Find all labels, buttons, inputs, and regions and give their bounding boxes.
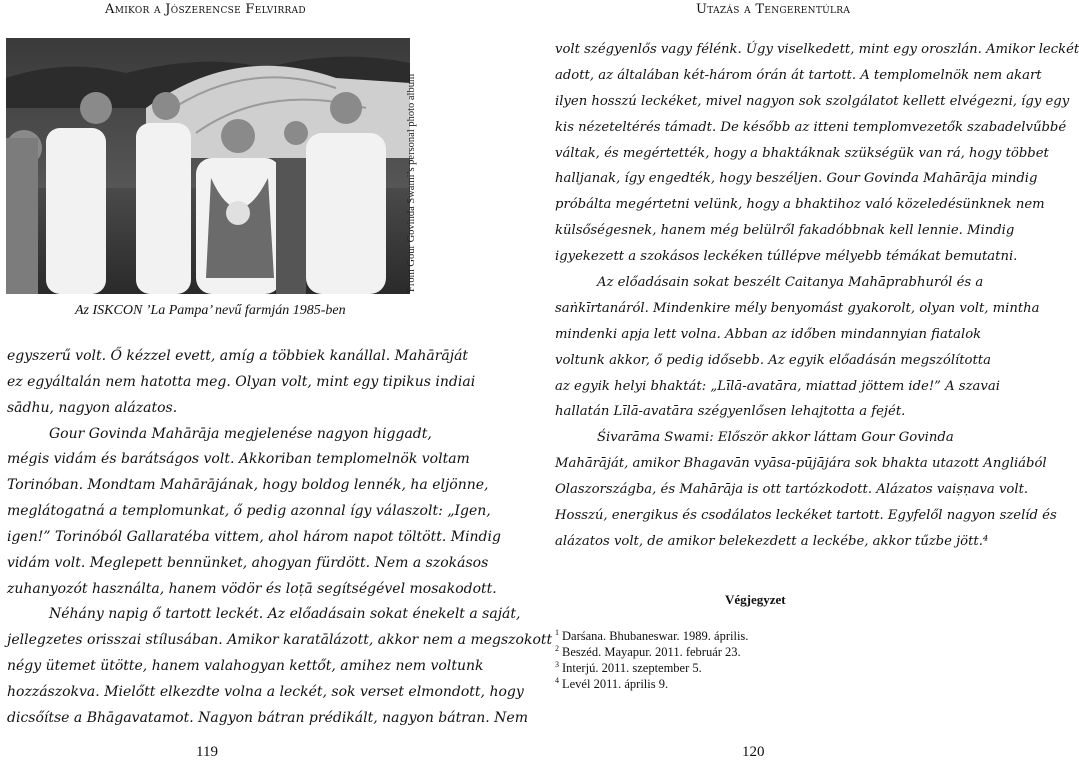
text-line: igyekezett a szokásos leckéken túllépve mélyebb témákat bemutatni. bbox=[555, 249, 1018, 265]
text-line: Mahārāját, amikor Bhagavān vyāsa-pūjājára sok bhakta utazott Angliából bbox=[555, 456, 1047, 472]
endnote-text: Beszéd. Mayapur. 2011. február 23. bbox=[562, 645, 741, 660]
text-line: ilyen hosszú leckéket, mivel nagyon sok szolgálatot kellett elvégezni, így egy bbox=[555, 93, 1070, 109]
text-line: Az előadásain sokat beszélt Caitanya Mahāprabhuról és a bbox=[597, 275, 984, 291]
endnote-item bbox=[555, 625, 749, 644]
text-line: Śivarāma Swami: Először akkor láttam Gour Govinda bbox=[597, 430, 954, 446]
endnote-text: Darśana. Bhubaneswar. 1989. április. bbox=[562, 629, 749, 644]
text-line: saṅkīrtanáról. Mindenkire mély benyomást gyakorolt, olyan volt, mintha bbox=[555, 300, 1040, 316]
left-body-text bbox=[7, 344, 553, 732]
endnote-text: Levél 2011. április 9. bbox=[562, 677, 669, 692]
text-line: vidám volt. Meglepett bennünket, ahogyan fürdött. Nem a szokásos bbox=[7, 554, 489, 571]
running-head-right: Utazás a Tengerentúlra bbox=[696, 2, 851, 17]
text-line: Néhány napig ő tartott leckét. Az előadásain sokat énekelt a saját, bbox=[49, 606, 521, 623]
text-line: Gour Govinda Mahārāja megjelenése nagyon higgadt, bbox=[49, 425, 432, 442]
text-line: kis nézeteltérés támadt. De később az itteni templomvezetők szabadelvűbbé bbox=[555, 119, 1067, 135]
text-line: hallatán Līlā-avatāra szégyenlősen lehajtotta a fejét. bbox=[555, 404, 906, 420]
text-line: volt szégyenlős vagy félénk. Úgy viselkedett, mint egy oroszlán. Amikor leckét bbox=[555, 42, 1079, 57]
text-line: sādhu, nagyon alázatos. bbox=[7, 399, 178, 416]
text-line: hozzászokva. Mielőtt elkezdte volna a leckét, sok verset elmondott, hogy bbox=[7, 683, 524, 700]
photo-credit: From Gour Govinda Swami’s personal photo album bbox=[406, 73, 417, 292]
text-line: voltunk akkor, ő pedig idősebb. Az egyik előadásán megszólította bbox=[555, 352, 991, 368]
photo-image bbox=[6, 38, 410, 294]
endnote-item bbox=[555, 641, 748, 660]
text-line: igen!” Torinóból Gallaratéba vittem, ahol három napot töltött. Mindig bbox=[7, 528, 501, 545]
running-head-left: Amikor a Jószerencse Felvirrad bbox=[105, 2, 306, 17]
endnote-number: 2 bbox=[555, 644, 559, 653]
page-number-right: 120 bbox=[742, 744, 765, 760]
text-line: dicsőítse a Bhāgavatamot. Nagyon bátran prédikált, nagyon bátran. Nem bbox=[7, 709, 528, 726]
endnotes-list bbox=[555, 625, 749, 692]
endnote-number: 1 bbox=[555, 628, 559, 637]
text-line: Hosszú, energikus és csodálatos leckéket tartott. Egyfelől nagyon szelíd és bbox=[555, 508, 1057, 524]
text-line: halljanak, így engedték, hogy beszéljen. Gour Govinda Mahārāja mindig bbox=[555, 171, 1038, 187]
text-line: mindenki apja lett volna. Abban az időben mindannyian fiatalok bbox=[555, 326, 982, 342]
text-line: alázatos volt, de amikor belekezdett a leckébe, akkor tűzbe jött.⁴ bbox=[555, 533, 989, 549]
text-line: egyszerű volt. Ő kézzel evett, amíg a többiek kanállal. Mahārāját bbox=[7, 348, 469, 364]
photo-caption: Az ISKCON ’La Pampa’ nevű farmján 1985-ben bbox=[75, 303, 346, 318]
text-line: próbálta megértetni velünk, hogy a bhaktihoz való közeledésünknek nem bbox=[555, 197, 1045, 213]
endnote-item bbox=[555, 673, 748, 692]
endnote-item bbox=[555, 657, 748, 676]
endnote-text: Interjú. 2011. szeptember 5. bbox=[562, 661, 702, 676]
endnote-number: 4 bbox=[555, 676, 559, 685]
text-line: külsőségesnek, hanem még belülről fakadóbbnak kell lennie. Mindig bbox=[555, 223, 1015, 239]
text-line: az egyik helyi bhaktát: „Līlā-avatāra, miattad jöttem ide!” A szavai bbox=[555, 378, 1000, 394]
text-line: zuhanyozót használta, hanem vödör és loṭā segítségével mosakodott. bbox=[7, 580, 497, 597]
right-body-text bbox=[555, 37, 1079, 555]
text-line: Olaszországba, és Mahārāja is ott tartózkodott. Alázatos vaiṣṇava volt. bbox=[555, 482, 1029, 498]
text-line: mégis vidám és barátságos volt. Akkoriban templomelnök voltam bbox=[7, 451, 470, 468]
text-line: meglátogatná a templomunkat, ő pedig azonnal így válaszolt: „Igen, bbox=[7, 503, 491, 520]
text-line: Torinóban. Mondtam Mahārājának, hogy boldog lennék, ha eljönne, bbox=[7, 477, 489, 494]
text-line: négy ütemet ütötte, hanem valahogyan kettőt, amihez nem voltunk bbox=[7, 658, 484, 675]
page-number-left: 119 bbox=[196, 744, 218, 760]
endnote-number: 3 bbox=[555, 660, 559, 669]
text-line: adott, az általában két-három órán át tartott. A templomelnök nem akart bbox=[555, 67, 1042, 83]
text-line: jellegzetes orisszai stílusában. Amikor karatālázott, akkor nem a megszokott bbox=[7, 632, 553, 649]
right-page bbox=[480, 0, 1079, 763]
group-photo bbox=[6, 38, 410, 294]
endnotes-title: Végjegyzet bbox=[725, 592, 786, 607]
text-line: váltak, és megértették, hogy a bhaktáknak szükségük van rá, hogy többet bbox=[555, 145, 1049, 161]
text-line: ez egyáltalán nem hatotta meg. Olyan volt, mint egy tipikus indiai bbox=[7, 373, 476, 390]
